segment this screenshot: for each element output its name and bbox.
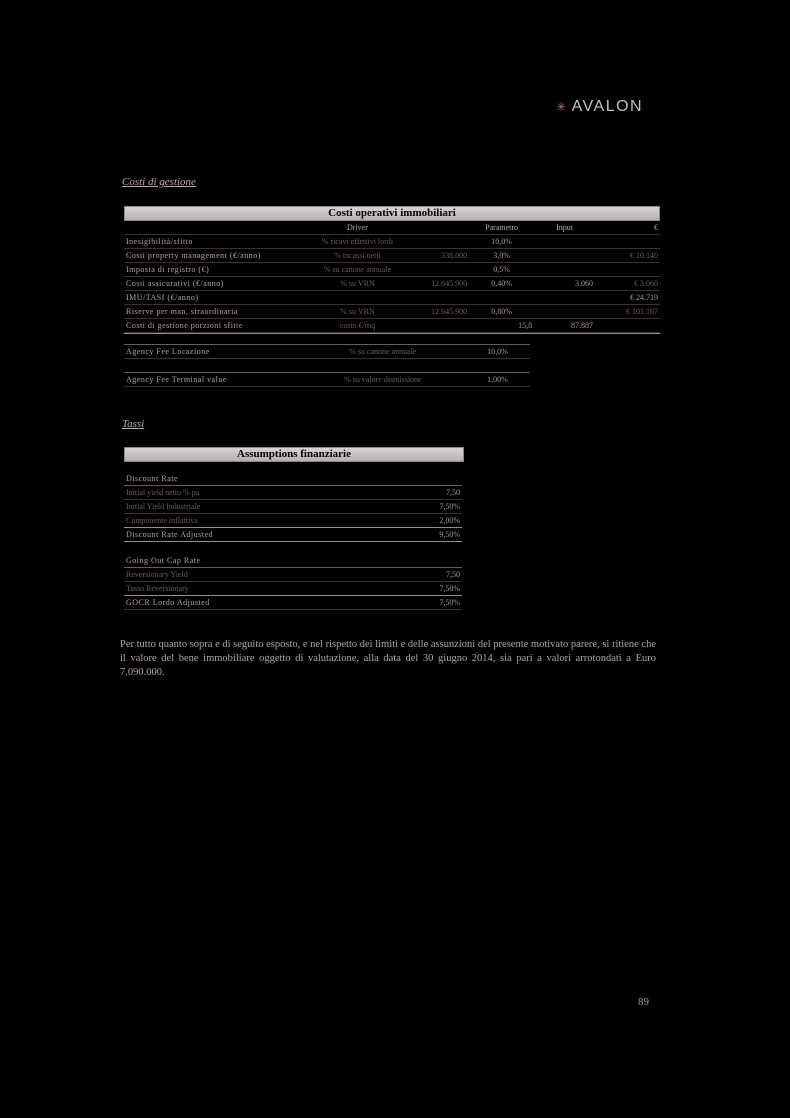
row-label: Costi assicurativi (€/anno) (124, 277, 301, 291)
group-title (124, 472, 462, 486)
fin-table-header: Assumptions finanziarie (124, 447, 464, 462)
row-driver: % su VRN (301, 277, 415, 291)
row-param: 1,00% (465, 373, 530, 387)
row-label: Reversionary Yield (124, 568, 388, 582)
row-driver: % su canone annuale (301, 263, 415, 277)
table-row (124, 500, 462, 514)
table-row (124, 486, 462, 500)
total-label: Discount Rate Adjusted (124, 528, 390, 542)
row-driver: % su valore dismissione (301, 373, 465, 387)
avalon-logo (556, 98, 643, 116)
table-row (124, 291, 660, 305)
table-row (124, 514, 462, 528)
costs-table-column-header (124, 221, 660, 235)
row-label: Costi di gestione porzioni sfitte (124, 319, 301, 333)
row-label: Inesigibilità/sfitto (124, 235, 301, 249)
row-label: Initial yield netto % pa (124, 486, 390, 500)
row-label: Agency Fee Terminal value (124, 373, 301, 387)
row-driver: % incassi netti (301, 249, 415, 263)
row-label: Tasso Reversionary (124, 582, 388, 596)
row-value: 7,50 (390, 486, 462, 500)
discount-rate-table (124, 472, 462, 542)
table-row (124, 373, 530, 387)
table-row (124, 249, 660, 263)
row-label: Componente inflattiva (124, 514, 390, 528)
col-input: Input (534, 221, 595, 235)
row-param: 10,0% (469, 235, 534, 249)
col-driver: Driver (301, 221, 415, 235)
row-value: € 3.060 (595, 277, 660, 291)
row-input (534, 291, 595, 305)
col-euro: € (595, 221, 660, 235)
row-param: 0,40% (469, 277, 534, 291)
row-label: Riserve per man. straordinaria (124, 305, 301, 319)
section-title-costi: Costi di gestione (122, 176, 196, 188)
costs-table (124, 221, 660, 333)
row-param: 0,5% (469, 263, 534, 277)
row-value: € 24.719 (595, 291, 660, 305)
row-value: € 101.167 (595, 305, 660, 319)
row-value: 2,00% (390, 514, 462, 528)
table-row (124, 263, 660, 277)
costs-table-header: Costi operativi immobiliari (124, 206, 660, 221)
row-input (534, 305, 595, 319)
row-driver: % ricavi effettivi lordi (301, 235, 415, 249)
row-base: 338.000 (414, 249, 469, 263)
row-input: 3.060 (534, 277, 595, 291)
section-title-tassi: Tassi (122, 418, 145, 430)
agency-fee-terminal (124, 372, 530, 387)
costs-table-bottom-rule (124, 333, 660, 334)
row-input (534, 249, 595, 263)
row-input (534, 235, 595, 249)
table-row (124, 345, 530, 359)
logo-text: AVALON (571, 98, 644, 115)
table-row (124, 305, 660, 319)
row-label: IMU/TASI (€/anno) (124, 291, 301, 305)
row-param: 3,0% (469, 249, 534, 263)
table-row (124, 235, 660, 249)
row-label: Imposta di registro (€) (124, 263, 301, 277)
total-value: 7,50% (388, 596, 462, 610)
row-driver (301, 291, 415, 305)
row-param: 0,80% (469, 305, 534, 319)
row-param: 15,8 (469, 319, 534, 333)
row-base (414, 263, 469, 277)
row-driver: % su VRN (301, 305, 415, 319)
row-driver: % su canone annuale (301, 345, 465, 359)
row-label: Costi property management (€/anno) (124, 249, 301, 263)
total-row (124, 596, 462, 610)
row-value: 7,50 (388, 568, 462, 582)
row-base (414, 235, 469, 249)
row-value (595, 319, 660, 333)
row-input (534, 263, 595, 277)
group-title-text: Discount Rate (124, 472, 462, 486)
row-value (595, 235, 660, 249)
row-value (595, 263, 660, 277)
row-value: 7,50% (390, 500, 462, 514)
row-driver: costo €/mq (301, 319, 415, 333)
row-label: Agency Fee Locazione (124, 345, 301, 359)
logo-mark-icon: ✳ (556, 100, 568, 114)
row-base: 12.645.900 (414, 305, 469, 319)
agency-fee-locazione (124, 344, 530, 359)
row-base (414, 291, 469, 305)
group-title-text: Going Out Cap Rate (124, 554, 462, 568)
total-value: 9,50% (390, 528, 462, 542)
table-row (124, 277, 660, 291)
conclusion-paragraph: Per tutto quanto sopra e di seguito esposto, e nel rispetto dei limiti e delle assunzioni del presente motivato parere, si ritiene che il valore del bene immobiliare oggetto di valutazione, alla data del 30 giugno 2014, sia pari a valori arrotondati a Euro 7.090.000. (120, 639, 656, 678)
table-row (124, 319, 660, 333)
row-value: 7,50% (388, 582, 462, 596)
row-param: 10,0% (465, 345, 530, 359)
going-out-cap-rate-table (124, 554, 462, 610)
row-input: 87.887 (534, 319, 595, 333)
group-title (124, 554, 462, 568)
row-param (469, 291, 534, 305)
row-value: € 10.140 (595, 249, 660, 263)
row-label: Initial Yield Industriale (124, 500, 390, 514)
row-base: 12.645.900 (414, 277, 469, 291)
row-base (414, 319, 469, 333)
table-row (124, 582, 462, 596)
total-label: GOCR Lordo Adjusted (124, 596, 388, 610)
total-row (124, 528, 462, 542)
page-number: 89 (638, 996, 649, 1008)
col-parametro: Parametro (469, 221, 534, 235)
table-row (124, 568, 462, 582)
